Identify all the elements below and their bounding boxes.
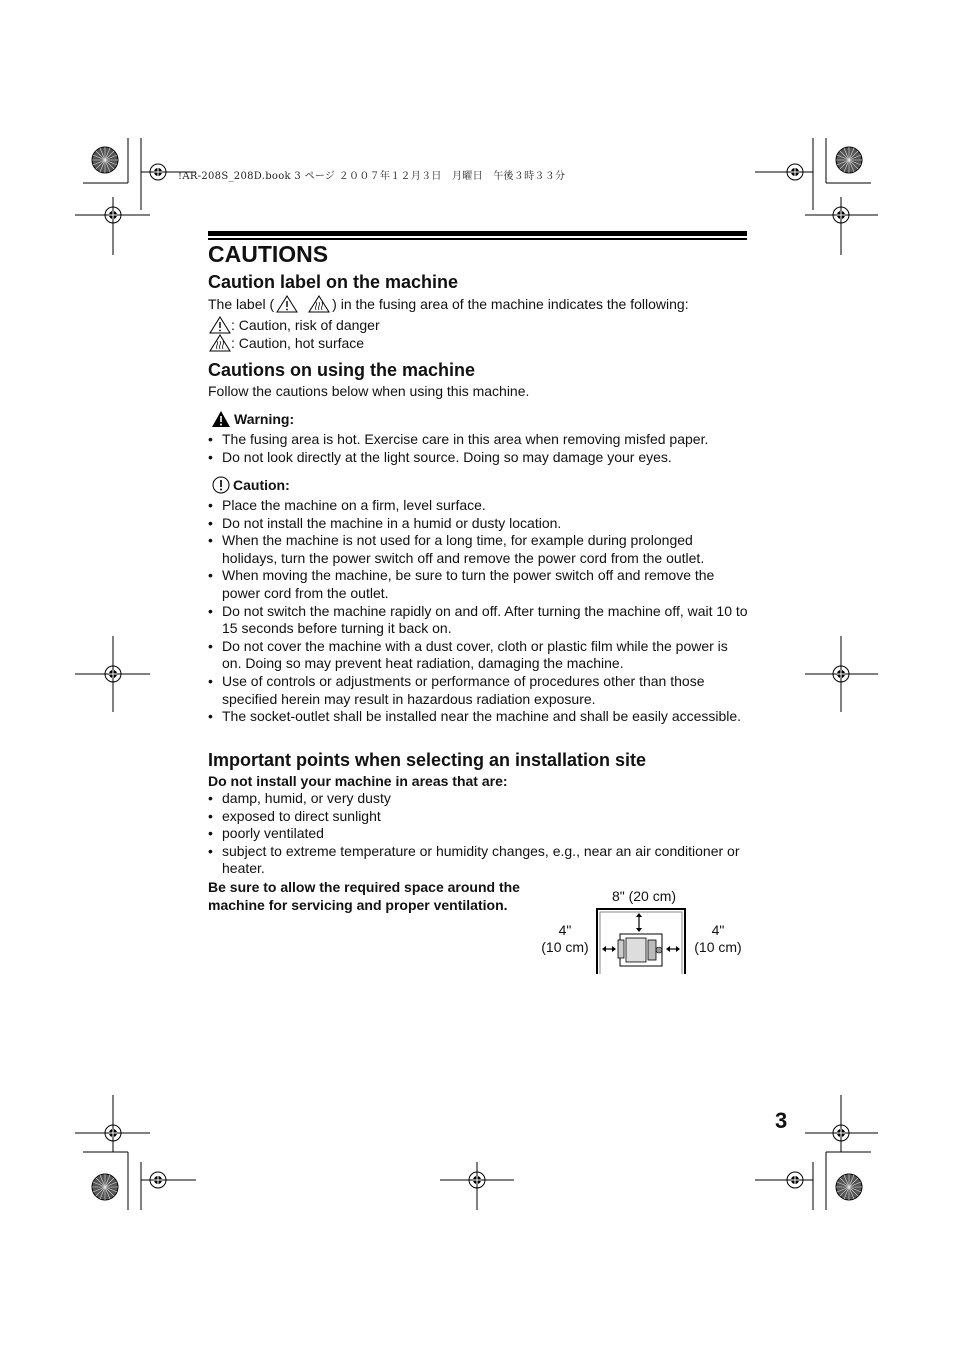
caution-label-intro-after: ) in the fusing area of the machine indicates the following: xyxy=(332,296,689,312)
caution-label: Caution: xyxy=(233,477,290,493)
list-item: • Do not switch the machine rapidly on and off. After turning the machine off, wait 10 to 15 seconds before turning it back on. xyxy=(208,603,748,638)
list-item: • The fusing area is hot. Exercise care in this area when removing misfed paper. xyxy=(208,431,748,449)
list-item: • exposed to direct sunlight xyxy=(208,808,748,826)
warning-heading xyxy=(211,410,294,428)
diagram-top-label: 8" (20 cm) xyxy=(611,888,677,904)
caution-triangle-icon xyxy=(276,295,298,313)
installation-subheading: Do not install your machine in areas that are: xyxy=(208,773,508,789)
list-item: • The socket-outlet shall be installed near the machine and shall be easily accessible. xyxy=(208,708,748,726)
diagram-left-label: 4" (10 cm) xyxy=(541,922,589,955)
space-note: Be sure to allow the required space around the machine for servicing and proper ventilation. xyxy=(208,879,520,913)
title-rule-thin xyxy=(208,238,747,240)
hot-surface-icon xyxy=(209,334,231,352)
installation-list xyxy=(208,790,748,878)
page-number: 3 xyxy=(775,1108,788,1133)
page-title: CAUTIONS xyxy=(208,241,329,267)
list-item: • Place the machine on a firm, level surface. xyxy=(208,497,748,515)
list-item: • When moving the machine, be sure to turn the power switch off and remove the power cord from the outlet. xyxy=(208,567,748,602)
caution-heading xyxy=(212,476,290,494)
title-rule-thick xyxy=(208,231,747,236)
list-item: • Do not cover the machine with a dust cover, cloth or plastic film while the power is on. Doing so may prevent heat radiation, damaging the machine. xyxy=(208,638,748,673)
print-header-meta: !AR-208S_208D.book 3 ページ ２００７年１２月３日 月曜日 午後３時３３分 xyxy=(178,171,566,182)
caution-label-item-danger xyxy=(209,316,380,334)
clearance-diagram xyxy=(596,908,686,974)
caution-label-intro xyxy=(208,295,689,313)
list-item: • Do not look directly at the light source. Doing so may damage your eyes. xyxy=(208,449,748,467)
caution-label-intro-before: The label ( xyxy=(208,296,275,312)
list-item: • subject to extreme temperature or humidity changes, e.g., near an air conditioner or heater. xyxy=(208,843,748,878)
warning-list xyxy=(208,431,748,466)
list-item: • damp, humid, or very dusty xyxy=(208,790,748,808)
exclamation-circle-icon xyxy=(212,476,230,494)
caution-label-heading: Caution label on the machine xyxy=(208,272,459,292)
cautions-using-intro: Follow the cautions below when using this machine. xyxy=(208,383,530,399)
list-item: • Use of controls or adjustments or performance of procedures other than those specified herein may result in hazardous radiation exposure. xyxy=(208,673,748,708)
hot-surface-icon xyxy=(308,295,330,313)
caution-label-item-danger-text: : Caution, risk of danger xyxy=(231,317,380,333)
list-item: • poorly ventilated xyxy=(208,825,748,843)
caution-label-item-hot-text: : Caution, hot surface xyxy=(231,335,365,351)
caution-list xyxy=(208,497,748,726)
list-item: • When the machine is not used for a long time, for example during prolonged holidays, turn the power switch off and remove the power cord from the outlet. xyxy=(208,532,748,567)
warning-icon xyxy=(211,410,231,428)
installation-heading: Important points when selecting an installation site xyxy=(208,750,647,770)
warning-label: Warning: xyxy=(234,411,295,427)
list-item: • Do not install the machine in a humid or dusty location. xyxy=(208,515,748,533)
cautions-using-heading: Cautions on using the machine xyxy=(208,360,476,380)
caution-label-item-hot xyxy=(209,334,364,352)
caution-triangle-icon xyxy=(209,316,231,334)
diagram-right-label: 4" (10 cm) xyxy=(694,922,742,955)
